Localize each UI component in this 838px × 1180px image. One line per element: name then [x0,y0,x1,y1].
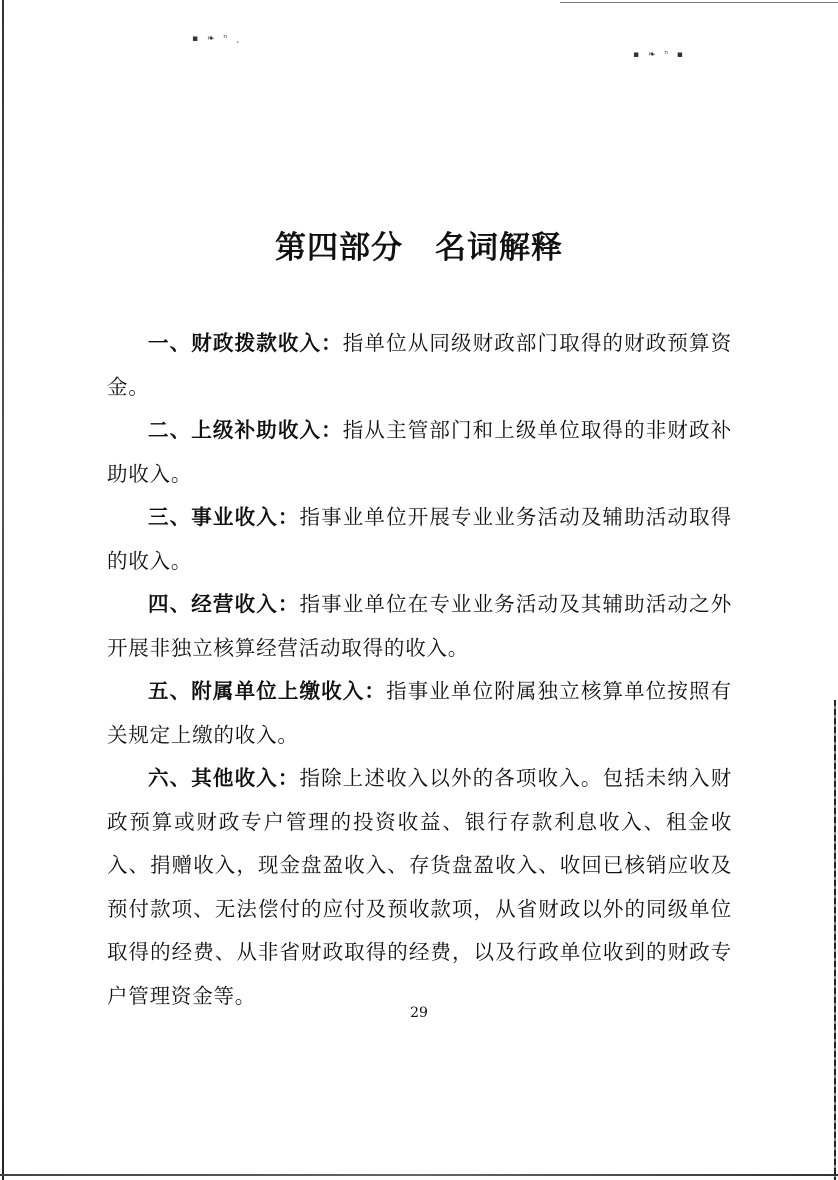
page-title: 第四部分 名词解释 [275,230,563,266]
scan-speck-left: ▪ ❧ ⁿ ˎ [192,34,244,44]
definition-text: 指从主管部门和上级单位取得的非财政补助收入。 [107,418,732,486]
definition-text: 指单位从同级财政部门取得的财政预算资金。 [107,331,732,399]
definition-term: 六、其他收入： [148,766,300,790]
definition-term: 二、上级补助收入： [148,418,343,442]
definition-term: 三、事业收入： [148,505,300,529]
definition-term: 一、财政拨款收入： [148,331,343,355]
definition-item [107,757,732,1018]
definition-item [107,583,732,670]
definition-item [107,322,732,409]
definition-text: 指事业单位附属独立核算单位按照有关规定上缴的收入。 [107,679,732,747]
scan-edge-left [2,0,4,1180]
definition-item [107,496,732,583]
scan-speck-right: ▪ ❧ ⁿ ▪ [633,50,686,60]
page-number: 29 [410,1005,428,1021]
scan-edge-bottom [0,1174,838,1176]
definition-term: 五、附属单位上缴收入： [148,679,387,703]
definition-text: 指除上述收入以外的各项收入。包括未纳入财政预算或财政专户管理的投资收益、银行存款利息收入、租金收入、捐赠收入，现金盘盈收入、存货盘盈收入、收回已核销应收及预付款项、无法偿付的应付及预收款项，从省财政以外的同级单位取得的经费、从非省财政取得的经费，以及行政单位收到的财政专户管理资金等。 [107,766,732,1008]
scan-edge-right [834,700,836,1180]
definition-term: 四、经营收入： [148,592,300,616]
definition-item [107,409,732,496]
scan-edge-top [560,2,838,3]
definitions-list [107,322,732,1018]
definition-text: 指事业单位在专业业务活动及其辅助活动之外开展非独立核算经营活动取得的收入。 [107,592,732,660]
definition-item [107,670,732,757]
definition-text: 指事业单位开展专业业务活动及辅助活动取得的收入。 [107,505,732,573]
